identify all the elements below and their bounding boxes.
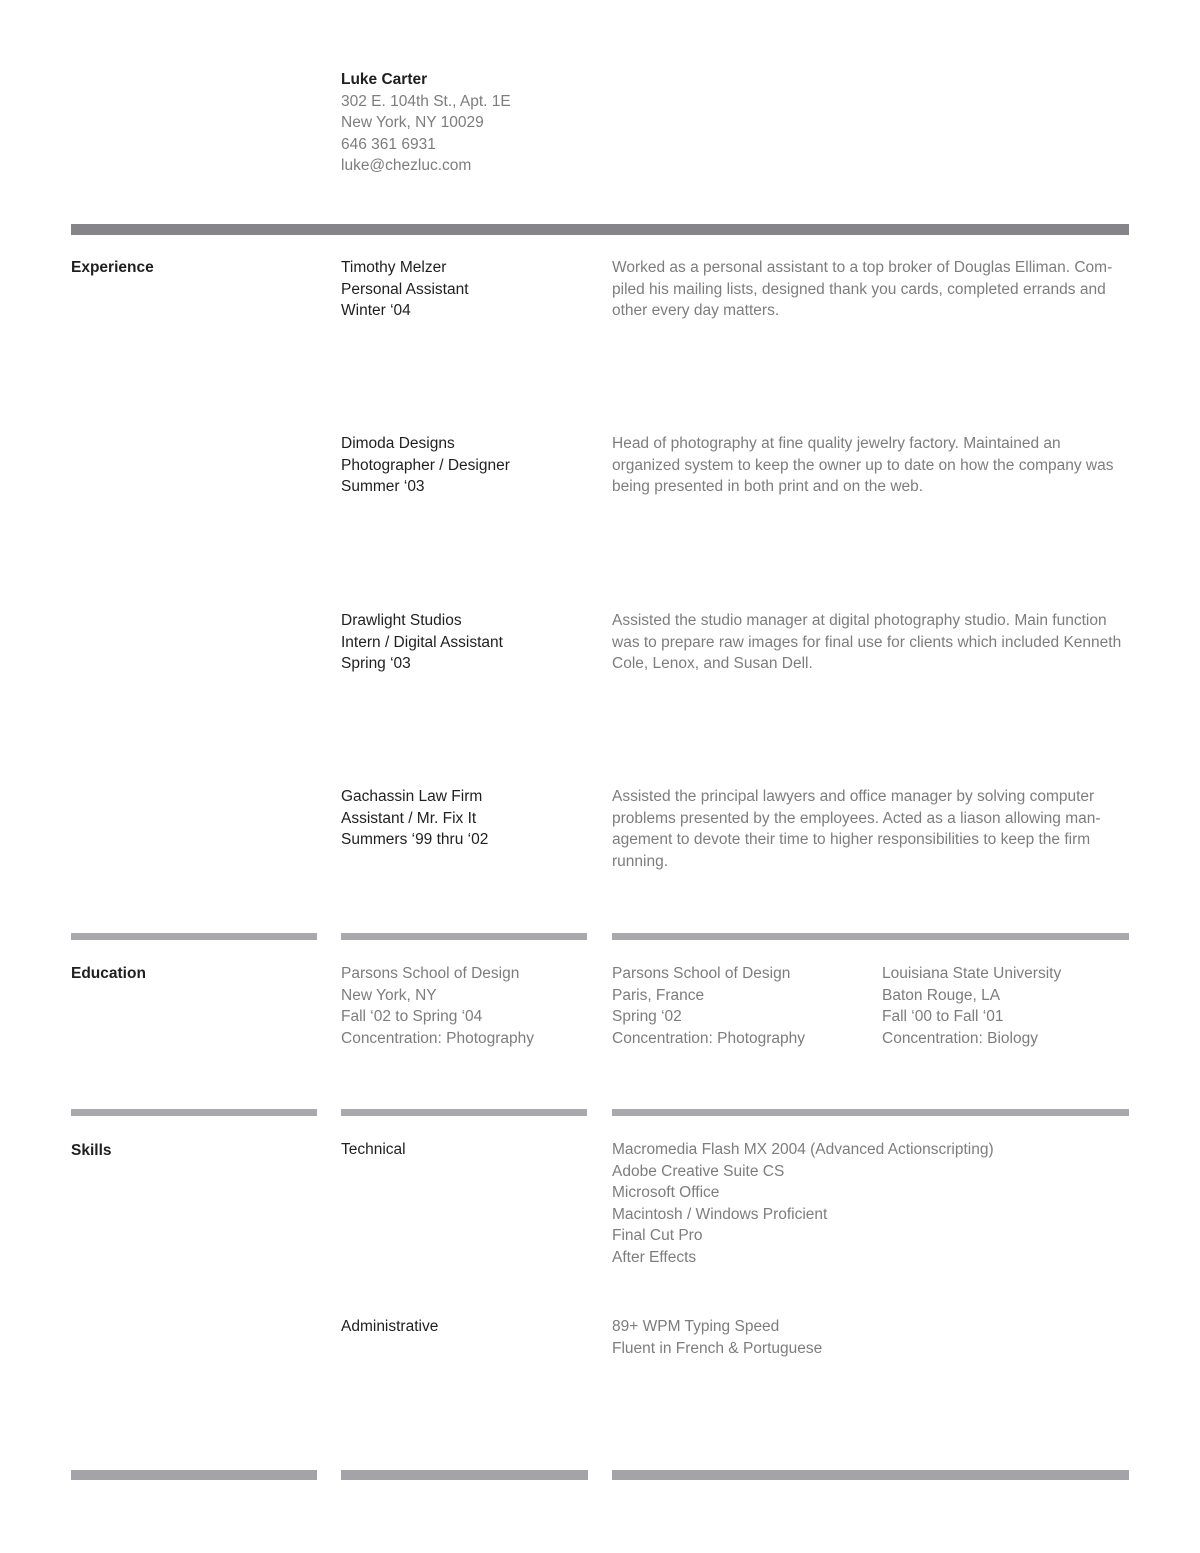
school-dates: Fall ‘02 to Spring ‘04 [341,1008,483,1025]
job-description: Assisted the studio manager at digital photography studio. Main function was to prepare raw images for final use for clients which included Kenneth Cole, Lenox, and Susan Dell. [612,612,1122,672]
experience-entry [341,786,591,851]
section-divider [71,1109,317,1116]
education-heading: Education [71,965,146,982]
skill-item: After Effects [612,1248,697,1266]
employer: Dimoda Designs [341,435,455,452]
job-title: Photographer / Designer [341,456,510,474]
section-divider [341,933,587,940]
footer-divider [71,1470,317,1480]
skill-item: Fluent in French & Portuguese [612,1339,823,1357]
skill-item: Microsoft Office [612,1184,720,1201]
job-description: Head of photography at fine quality jewelry factory. Maintained an organized system to keep the owner up to date on how the company was being presented in both print and on the web. [612,435,1114,495]
email-line: luke@chezluc.com [341,157,472,174]
city-line: New York, NY 10029 [341,114,484,131]
header-divider [71,224,1129,235]
experience-entry [341,433,591,498]
employer: Drawlight Studios [341,612,462,629]
skill-list [612,1316,1132,1359]
footer-divider [341,1470,588,1480]
contact-block [341,69,641,177]
school-concentration: Concentration: Photography [341,1029,535,1047]
job-title: Intern / Digital Assistant [341,633,503,651]
job-description: Assisted the principal lawyers and office manager by solving computer problems presented by the employees. Acted as a liason allowing management to devote their time to higher responsibilities to keep the firm running. [612,788,1101,870]
job-date: Spring ‘03 [341,655,411,672]
job-title: Assistant / Mr. Fix It [341,809,477,827]
experience-heading: Experience [71,259,154,276]
skill-item: Macintosh / Windows Proficient [612,1205,828,1223]
experience-entry [341,610,591,675]
school-block [341,963,601,1049]
section-divider [612,1109,1129,1116]
job-date: Summer ‘03 [341,478,425,495]
skill-item: Macromedia Flash MX 2004 (Advanced Actionscripting) [612,1141,994,1158]
job-date: Summers ‘99 thru ‘02 [341,831,489,848]
job-date: Winter ‘04 [341,302,411,319]
footer-divider [612,1470,1129,1480]
experience-entry [341,257,591,322]
job-description: Worked as a personal assistant to a top broker of Douglas Elliman. Compiled his mailing lists, designed thank you cards, completed errands and other every day matters. [612,259,1113,319]
skill-item: Adobe Creative Suite CS [612,1162,785,1180]
school-dates: Fall ‘00 to Fall ‘01 [882,1008,1004,1025]
section-divider [612,933,1129,940]
school-name: Parsons School of Design [341,965,520,982]
skill-group-label: Technical [341,1141,406,1158]
school-name: Parsons School of Design [612,965,791,982]
skill-group-label: Administrative [341,1318,439,1335]
skills-heading: Skills [71,1142,112,1159]
school-block [882,963,1132,1049]
school-location: Paris, France [612,986,705,1004]
school-name: Louisiana State University [882,965,1062,982]
school-concentration: Concentration: Biology [882,1029,1038,1047]
phone-line: 646 361 6931 [341,135,436,153]
employer: Gachassin Law Firm [341,788,483,805]
section-divider [71,933,317,940]
resume-name: Luke Carter [341,71,428,88]
section-divider [341,1109,587,1116]
skill-item: 89+ WPM Typing Speed [612,1318,780,1335]
skill-list [612,1139,1132,1268]
school-location: New York, NY [341,986,437,1004]
job-title: Personal Assistant [341,280,469,298]
school-location: Baton Rouge, LA [882,986,1001,1004]
school-concentration: Concentration: Photography [612,1029,806,1047]
employer: Timothy Melzer [341,259,447,276]
address-line: 302 E. 104th St., Apt. 1E [341,92,511,110]
school-dates: Spring ‘02 [612,1008,682,1025]
skill-item: Final Cut Pro [612,1227,703,1244]
school-block [612,963,872,1049]
